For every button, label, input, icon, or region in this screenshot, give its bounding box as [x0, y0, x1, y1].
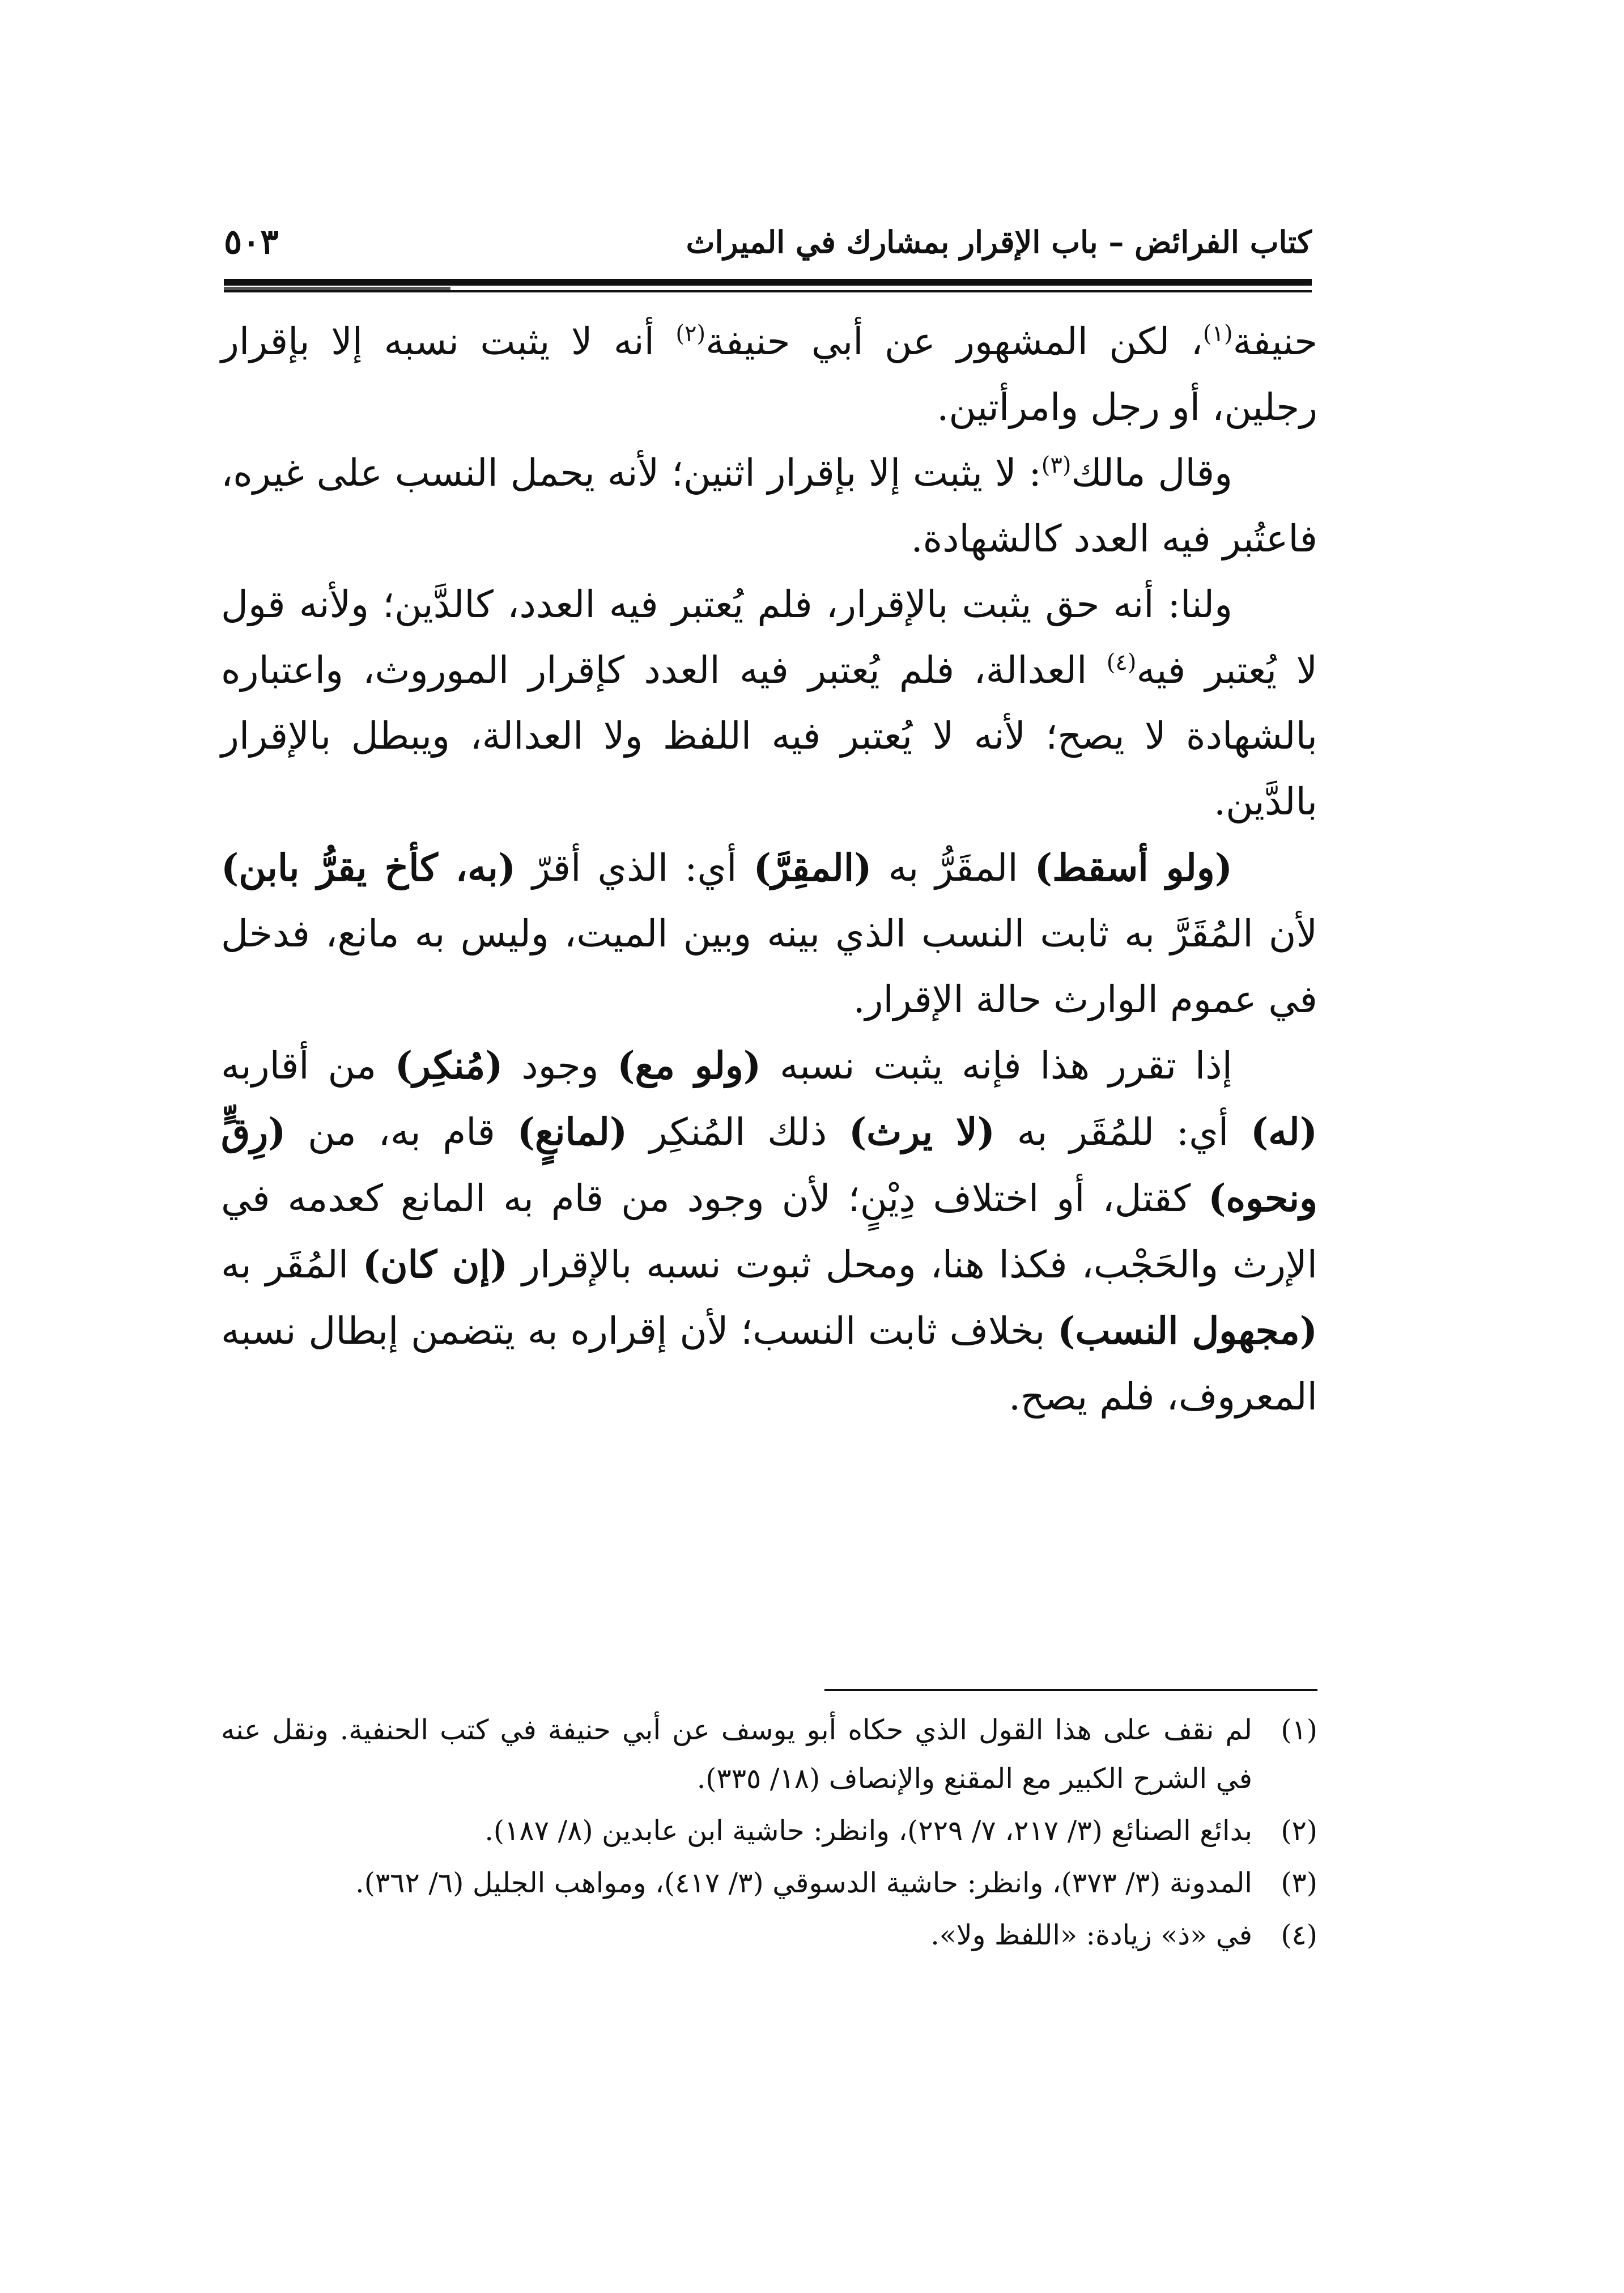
matn-text: (رِقٍّ ونحوه)	[221, 1110, 1317, 1220]
page-number: ٥٠٣	[224, 222, 279, 262]
matn-text: (مجهول النسب)	[1057, 1309, 1317, 1353]
footnote-separator	[824, 1689, 1317, 1691]
footnote-ref-4: (٤)	[1106, 649, 1137, 676]
footnote-ref-2: (٢)	[675, 321, 706, 347]
matn-text: (المقِرَّ)	[753, 846, 872, 890]
footnote-ref-1: (١)	[1202, 321, 1233, 347]
footnote-text: لم نقف على هذا القول الذي حكاه أبو يوسف عن أبي حنيفة في كتب الحنفية. ونقل عنه في الشرح الكبير مع المقنع والإنصاف (١٨/ ٣٣٥).	[221, 1714, 1252, 1795]
paragraph-1: حنيفة$^{(١)}$، لكن المشهور عن أبي حنيفة$^{(٢)}$ أنه لا يثبت نسبه إلا بإقرار رجلين، أو رجل وامرأتين.	[221, 320, 1318, 429]
footnote-2	[221, 1807, 1317, 1855]
footnote-ref-3: (٣)	[1041, 452, 1072, 478]
matn-text: (إن كان)	[362, 1242, 508, 1286]
footnotes	[221, 1706, 1317, 1963]
paragraph-2: وقال مالك$^{(٣)}$: لا يثبت إلا بإقرار اثنين؛ لأنه يحمل النسب على غيره، فاعتُبر فيه العدد كالشهادة.	[221, 451, 1317, 560]
footnote-1	[221, 1706, 1317, 1803]
matn-text: (ولو مع)	[617, 1043, 762, 1088]
matn-text: (به، كأخ يقرُّ بابن)	[221, 846, 516, 890]
matn-text: (له)	[1251, 1110, 1317, 1154]
matn-text: (لا يرث)	[849, 1110, 995, 1154]
footnote-number: (١)	[1281, 1714, 1317, 1746]
footnote-text: بدائع الصنائع (٣/ ٢١٧، ٧/ ٢٢٩)، وانظر: حاشية ابن عابدين (٨/ ١٨٧).	[484, 1815, 1252, 1847]
footnote-number: (٣)	[1281, 1867, 1317, 1899]
footnote-4	[221, 1911, 1317, 1960]
footnote-3	[221, 1859, 1317, 1908]
paragraph-4: (ولو أسقط) المقَرُّ به (المقِرَّ) أي: الذي أقرّ (به، كأخ يقرُّ بابن) لأن المُقَرَّ به ثابت النسب الذي بينه وبين الميت، وليس به مانع، فدخل في عموم الوارث حالة الإقرار.	[221, 846, 1317, 1021]
header-title: كتاب الفرائض – باب الإقرار بمشارك في الميراث	[686, 224, 1312, 260]
footnote-number: (٤)	[1281, 1919, 1317, 1951]
main-text	[221, 309, 1317, 1430]
running-header	[224, 211, 1312, 273]
header-rule-thin	[224, 290, 1312, 292]
matn-text: (مُنكِر)	[394, 1043, 503, 1088]
matn-text: (لمانعٍ)	[517, 1110, 628, 1154]
footnote-text: المدونة (٣/ ٣٧٣)، وانظر: حاشية الدسوقي (٣/ ٤١٧)، ومواهب الجليل (٦/ ٣٦٢).	[355, 1867, 1252, 1899]
footnote-text: في «ذ» زيادة: «اللفظ ولا».	[930, 1919, 1252, 1951]
matn-text: (ولو أسقط)	[1034, 846, 1233, 890]
paragraph-5: إذا تقرر هذا فإنه يثبت نسبه (ولو مع) وجود (مُنكِر) من أقاربه (له) أي: للمُقَر به (لا يرث) ذلك المُنكِر (لمانعٍ) قام به، من (رِقٍّ ونحوه) كقتل، أو اختلاف دِيْنٍ؛ لأن وجود من قام به المانع كعدمه في الإرث والحَجْب، فكذا هنا، ومحل ثبوت نسبه بالإقرار (إن كان) المُقَر به (مجهول النسب) بخلاف ثابت النسب؛ لأن إقراره به يتضمن إبطال نسبه المعروف، فلم يصح.	[221, 1043, 1317, 1419]
footnote-number: (٢)	[1281, 1815, 1317, 1847]
paragraph-3: ولنا: أنه حق يثبت بالإقرار، فلم يُعتبر فيه العدد، كالدَّين؛ ولأنه قول لا يُعتبر فيه$^{(٤)}$ العدالة، فلم يُعتبر فيه العدد كإقرار الموروث، واعتباره بالشهادة لا يصح؛ لأنه لا يُعتبر فيه اللفظ ولا العدالة، ويبطل بالإقرار بالدَّين.	[221, 583, 1317, 823]
header-rule-thick	[224, 279, 1312, 286]
